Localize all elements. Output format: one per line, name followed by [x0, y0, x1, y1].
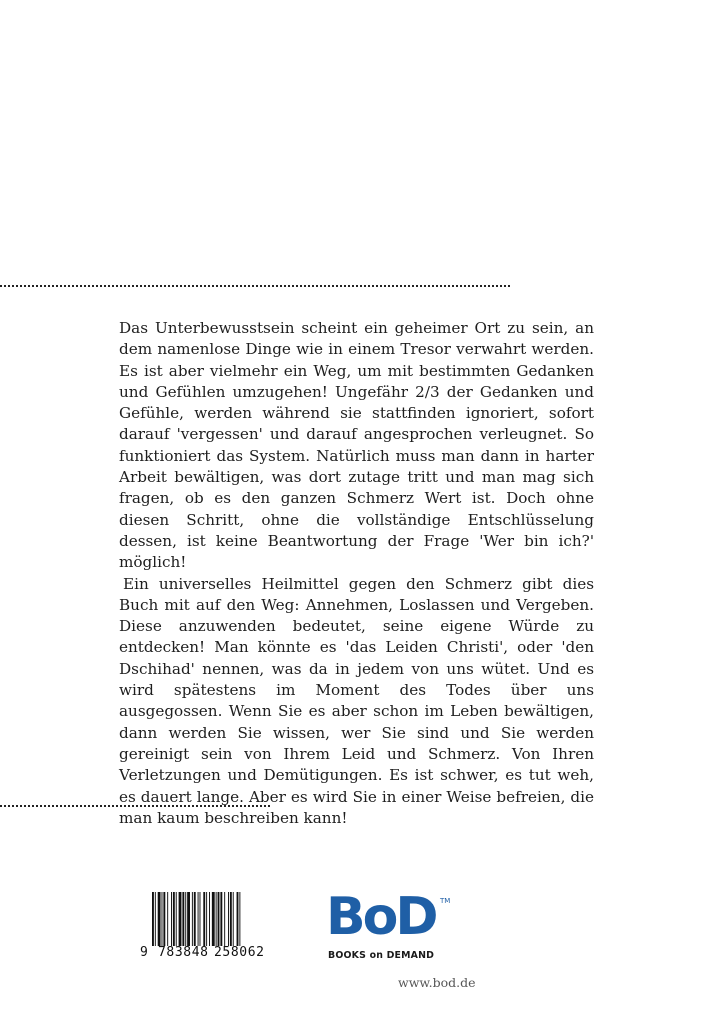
barcode-bar	[200, 892, 201, 946]
bod-tagline	[328, 950, 434, 961]
barcode-group-1: 783848	[158, 945, 209, 960]
blurb-paragraph-1: Das Unterbewusstsein scheint ein geheimer Ort zu sein, an dem namenlose Dinge wie in einem Tresor verwahrt werden. Es ist aber vielmehr ein Weg, um mit bestimmten Gedanken und Gefühlen umzugehen! Ungefähr 2/3 der Gedanken und Gefühle, werden während sie stattfinden ignoriert, sofort darauf 'vergessen' und darauf angesprochen verleugnet. So funktioniert das System. Natürlich muss man dann in harter Arbeit bewältigen, was dort zutage tritt und man mag sich fragen, ob es den ganzen Schmerz Wert ist. Doch ohne diesen Schritt, ohne die vollständige Entschlüsselung dessen, ist keine Beantwortung der Frage 'Wer bin ich?' möglich!	[119, 319, 594, 572]
barcode-bar	[163, 892, 165, 946]
barcode-lead-digit: 9	[140, 945, 149, 960]
barcode-bar	[198, 892, 199, 946]
barcode-bar	[209, 892, 210, 946]
bod-logo-wordmark: BoD	[326, 887, 436, 947]
blurb-paragraph-2: Ein universelles Heilmittel gegen den Schmerz gibt dies Buch mit auf den Weg: Annehmen, Loslassen und Vergeben. Diese anzuwenden bedeutet, seine eigene Würde zu entdecken! Man könnte es 'das Leiden Christi', oder 'den Dschihad' nennen, was da in jedem von uns wütet. Und es wird spätestens im Moment des Todes über uns ausgegossen. Wenn Sie es aber schon im Leben bewältigen, dann werden Sie wissen, wer Sie sind und Sie werden gereinigt sein von Ihrem Leid und Schmerz. Von Ihren Verletzungen und Demütigungen. Es ist schwer, es tut weh, es dauert lange. Aber es wird Sie in einer Weise befreien, die man kaum beschreiben kann!	[119, 574, 594, 827]
dotted-divider-bottom	[0, 805, 270, 807]
back-cover-blurb	[119, 318, 594, 829]
isbn-barcode	[138, 890, 288, 970]
barcode-bar	[212, 892, 215, 946]
bod-trademark: TM	[440, 897, 451, 905]
barcode-bar	[179, 892, 182, 946]
barcode-group-2: 258062	[214, 945, 265, 960]
barcode-bar	[162, 892, 163, 946]
barcode-bar	[171, 892, 172, 946]
tagline-books: BOOKS	[328, 950, 367, 961]
barcode-bar	[182, 892, 184, 946]
barcode-bar	[233, 892, 234, 946]
tagline-on: on	[369, 950, 384, 961]
tagline-demand: DEMAND	[386, 950, 435, 961]
barcode-bar	[173, 892, 175, 946]
barcode-bar	[192, 892, 193, 946]
publisher-url[interactable]: www.bod.de	[398, 975, 476, 990]
dotted-divider-top	[0, 285, 510, 287]
barcode-bar	[228, 892, 229, 946]
barcode-bar	[220, 892, 222, 946]
barcode-bars	[152, 892, 272, 946]
barcode-bar	[239, 892, 240, 946]
bod-logo	[326, 887, 451, 965]
barcode-bar	[216, 892, 217, 946]
barcode-bar	[187, 892, 190, 946]
barcode-bar	[158, 892, 161, 946]
barcode-bar	[224, 892, 225, 946]
barcode-bar	[203, 892, 205, 946]
barcode-bar	[230, 892, 232, 946]
barcode-bar	[218, 892, 220, 946]
barcode-bar	[152, 892, 154, 946]
barcode-bar	[167, 892, 168, 946]
barcode-bar	[185, 892, 186, 946]
barcode-bar	[155, 892, 156, 946]
barcode-bar	[206, 892, 207, 946]
barcode-bar	[176, 892, 177, 946]
barcode-bar	[194, 892, 196, 946]
barcode-bar	[237, 892, 239, 946]
